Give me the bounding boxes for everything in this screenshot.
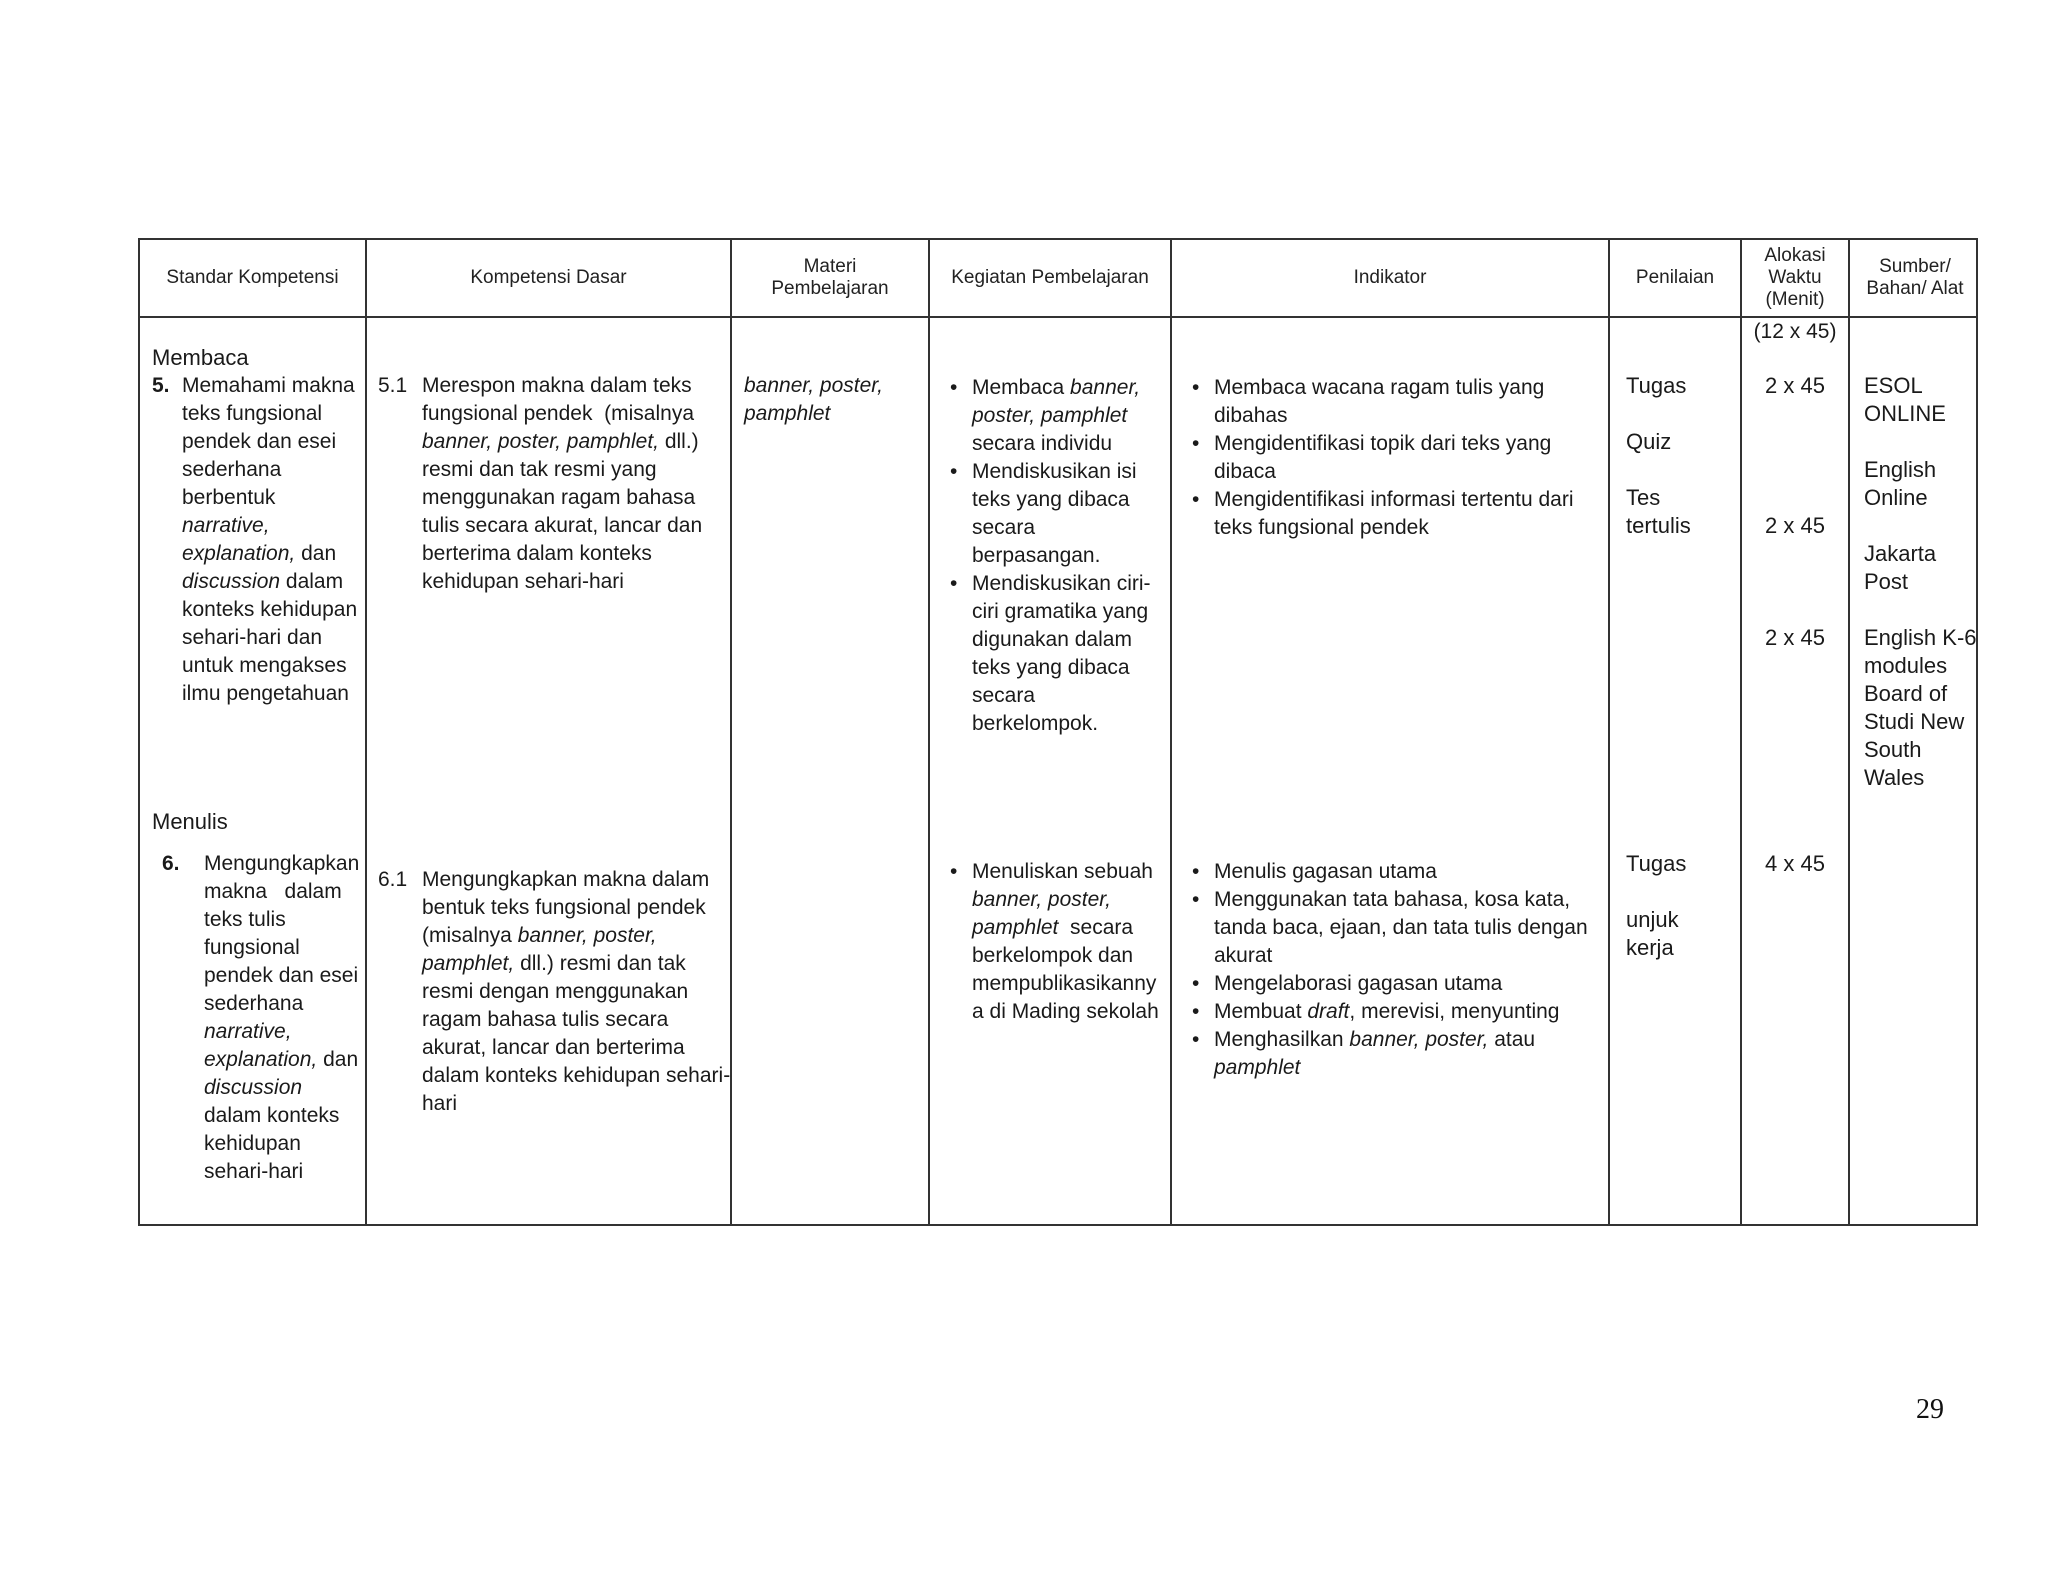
kegiatan-line: banner, <box>1070 376 1141 399</box>
indikator-item <box>1190 486 1600 542</box>
sk-line: teks fungsional <box>182 402 323 425</box>
header-text: Waktu <box>1768 267 1822 288</box>
sk-line: Mengungkapkan <box>204 852 360 875</box>
alokasi-item: 4 x 45 <box>1765 851 1825 876</box>
kegiatan-line: teks yang dibaca <box>972 488 1130 511</box>
kd-line: (misalnya <box>422 924 518 947</box>
syllabus-table <box>138 238 1978 1226</box>
alokasi-menulis <box>1742 850 1848 878</box>
indikator-line: draft <box>1307 1000 1350 1023</box>
kd-menulis <box>378 866 731 1118</box>
section-title-membaca <box>152 344 249 372</box>
indikator-item <box>1190 998 1600 1026</box>
penilaian-item: Tes <box>1626 485 1661 510</box>
sk-line: ilmu pengetahuan <box>182 682 349 705</box>
sumber-line: Board of <box>1864 681 1948 706</box>
alokasi-item: 2 x 45 <box>1765 373 1825 398</box>
kd-line: akurat, lancar dan berterima <box>422 1036 685 1059</box>
header-text: Bahan/ Alat <box>1866 278 1964 299</box>
sk-line: pendek dan esei <box>204 964 359 987</box>
sumber-line: modules <box>1864 653 1948 678</box>
sk-menulis <box>162 850 362 1186</box>
column-divider <box>1608 240 1610 1224</box>
indikator-line: banner, poster, <box>1349 1028 1489 1051</box>
header-text: Kompetensi Dasar <box>470 267 627 288</box>
kegiatan-line: secara individu <box>972 432 1113 455</box>
bullet-icon: • <box>1192 376 1200 399</box>
bullet-icon: • <box>1192 860 1200 883</box>
kegiatan-menulis <box>948 858 1168 1026</box>
sumber-line: ONLINE <box>1864 401 1946 426</box>
kegiatan-line: poster, pamphlet <box>972 404 1128 427</box>
materi-line: pamphlet <box>744 402 831 425</box>
header-divider <box>140 316 1976 318</box>
sk-line: konteks kehidupan <box>182 598 358 621</box>
penilaian-menulis <box>1626 850 1686 962</box>
indikator-line: atau <box>1488 1028 1536 1051</box>
sk-line: narrative, <box>182 514 270 537</box>
indikator-item <box>1190 1026 1600 1082</box>
sumber-line: English K-6 <box>1864 625 1977 650</box>
column-divider <box>928 240 930 1224</box>
indikator-line: dibaca <box>1214 460 1276 483</box>
bullet-icon: • <box>1192 888 1200 911</box>
header-materi <box>732 240 928 316</box>
sumber-line: Post <box>1864 569 1909 594</box>
penilaian-item: Tugas <box>1626 373 1687 398</box>
sk-number: 6. <box>162 852 180 875</box>
bullet-icon: • <box>1192 1000 1200 1023</box>
sk-line: sehari-hari <box>204 1160 304 1183</box>
header-text: Materi <box>803 256 857 277</box>
sk-line: discussion <box>182 570 281 593</box>
sumber-line: Wales <box>1864 765 1925 790</box>
kegiatan-item <box>948 374 1168 458</box>
header-text: Pembelajaran <box>771 278 889 299</box>
sk-line: dan <box>295 542 337 565</box>
column-divider <box>1170 240 1172 1224</box>
indikator-item <box>1190 430 1600 486</box>
sk-line: sederhana <box>204 992 304 1015</box>
kegiatan-item <box>948 858 1168 1026</box>
sk-line: discussion <box>204 1076 303 1099</box>
header-kegiatan <box>930 240 1170 316</box>
bullet-icon: • <box>1192 488 1200 511</box>
kd-line: pamphlet, <box>422 952 515 975</box>
sumber-line: Online <box>1864 485 1928 510</box>
sk-line: dalam <box>280 570 344 593</box>
kd-line: bentuk teks fungsional pendek <box>422 896 706 919</box>
kd-line: dll.) resmi dan tak <box>514 952 686 975</box>
indikator-item <box>1190 886 1600 970</box>
kegiatan-line: banner, poster, <box>972 888 1111 911</box>
kegiatan-line: pamphlet <box>972 916 1059 939</box>
kd-line: dll.) <box>659 430 699 453</box>
header-standar-kompetensi <box>140 240 365 316</box>
header-text: (Menit) <box>1765 289 1825 310</box>
kegiatan-line: digunakan dalam <box>972 628 1132 651</box>
kegiatan-line: mempublikasikanny <box>972 972 1157 995</box>
kd-line: dalam konteks kehidupan sehari- <box>422 1064 731 1087</box>
kegiatan-item <box>948 570 1168 738</box>
header-text: Kegiatan Pembelajaran <box>951 267 1149 288</box>
kegiatan-line: Mendiskusikan isi <box>972 460 1137 483</box>
kd-line: Merespon makna dalam teks <box>422 374 692 397</box>
kegiatan-line: Membaca <box>972 376 1071 399</box>
indikator-line: dibahas <box>1214 404 1288 427</box>
indikator-line: Membuat <box>1214 1000 1308 1023</box>
kegiatan-line: berkelompok dan <box>972 944 1134 967</box>
indikator-item <box>1190 374 1600 430</box>
kd-number: 6.1 <box>378 868 408 891</box>
header-indikator <box>1172 240 1608 316</box>
indikator-line: Mengelaborasi gagasan utama <box>1214 972 1503 995</box>
sumber-line: English <box>1864 457 1937 482</box>
sk-line: Memahami makna <box>182 374 355 397</box>
sk-line: untuk mengakses <box>182 654 347 677</box>
header-penilaian <box>1610 240 1740 316</box>
alokasi-total-text: (12 x 45) <box>1753 320 1837 343</box>
section-title-menulis <box>152 808 228 836</box>
column-divider <box>1848 240 1850 1224</box>
sumber-line: South <box>1864 737 1922 762</box>
sk-line: kehidupan <box>204 1132 301 1155</box>
indikator-line: tanda baca, ejaan, dan tata tulis dengan <box>1214 916 1588 939</box>
sk-line: sehari-hari dan <box>182 626 323 649</box>
indikator-membaca <box>1190 374 1600 542</box>
alokasi-item: 2 x 45 <box>1765 625 1825 650</box>
kegiatan-membaca <box>948 374 1168 738</box>
sk-line: explanation, <box>182 542 296 565</box>
kegiatan-line: Menuliskan sebuah <box>972 860 1153 883</box>
column-divider <box>365 240 367 1224</box>
sk-line: dalam konteks <box>204 1104 340 1127</box>
sk-line: fungsional <box>204 936 300 959</box>
indikator-item <box>1190 858 1600 886</box>
kegiatan-line: secara <box>972 516 1036 539</box>
kegiatan-item <box>948 458 1168 570</box>
kd-line: ragam bahasa tulis secara <box>422 1008 669 1031</box>
header-alokasi <box>1742 240 1848 316</box>
indikator-line: Mengidentifikasi topik dari teks yang <box>1214 432 1552 455</box>
kegiatan-line: berkelompok. <box>972 712 1099 735</box>
bullet-icon: • <box>950 860 958 883</box>
kd-line: Mengungkapkan makna dalam <box>422 868 710 891</box>
sk-line: explanation, <box>204 1048 318 1071</box>
sumber-line: Jakarta <box>1864 541 1937 566</box>
penilaian-membaca <box>1626 372 1691 540</box>
kd-line: fungsional pendek (misalnya <box>422 402 694 425</box>
kd-membaca <box>378 372 728 596</box>
indikator-line: Membaca wacana ragam tulis yang <box>1214 376 1545 399</box>
bullet-icon: • <box>950 376 958 399</box>
kegiatan-line: a di Mading sekolah <box>972 1000 1159 1023</box>
kd-line: resmi dengan menggunakan <box>422 980 689 1003</box>
sk-line: pendek dan esei <box>182 430 337 453</box>
kegiatan-line: teks yang dibaca <box>972 656 1130 679</box>
penilaian-item: unjuk <box>1626 907 1679 932</box>
penilaian-item: Tugas <box>1626 851 1687 876</box>
kd-line: menggunakan ragam bahasa <box>422 486 696 509</box>
indikator-line: Menghasilkan <box>1214 1028 1350 1051</box>
sk-line: berbentuk <box>182 486 276 509</box>
bullet-icon: • <box>1192 1028 1200 1051</box>
alokasi-item: 2 x 45 <box>1765 513 1825 538</box>
header-text: Alokasi <box>1764 245 1826 266</box>
sk-line: narrative, <box>204 1020 292 1043</box>
alokasi-total <box>1742 318 1848 346</box>
indikator-menulis <box>1190 858 1600 1082</box>
bullet-icon: • <box>1192 432 1200 455</box>
kegiatan-line: berpasangan. <box>972 544 1101 567</box>
sk-line: dan <box>317 1048 359 1071</box>
kd-line: berterima dalam konteks <box>422 542 652 565</box>
header-kompetensi-dasar <box>367 240 730 316</box>
header-text: Sumber/ <box>1879 256 1951 277</box>
indikator-line: teks fungsional pendek <box>1214 516 1429 539</box>
sk-number: 5. <box>152 374 170 397</box>
kd-line: kehidupan sehari-hari <box>422 570 624 593</box>
indikator-item <box>1190 970 1600 998</box>
indikator-line: pamphlet <box>1214 1056 1301 1079</box>
section-title-text: Membaca <box>152 345 249 370</box>
kd-line: resmi dan tak resmi yang <box>422 458 657 481</box>
bullet-icon: • <box>950 460 958 483</box>
kd-line: banner, poster, pamphlet, <box>422 430 659 453</box>
kd-line: hari <box>422 1092 458 1115</box>
bullet-icon: • <box>950 572 958 595</box>
kd-line: banner, poster, <box>517 924 657 947</box>
bullet-icon: • <box>1192 972 1200 995</box>
kd-line: tulis secara akurat, lancar dan <box>422 514 703 537</box>
sumber-line: Studi New <box>1864 709 1965 734</box>
penilaian-item: Quiz <box>1626 429 1672 454</box>
penilaian-item: tertulis <box>1626 513 1691 538</box>
kegiatan-line: ciri gramatika yang <box>972 600 1149 623</box>
materi-line: banner, poster, <box>744 374 883 397</box>
header-text: Indikator <box>1353 267 1427 288</box>
kegiatan-line: secara <box>972 684 1036 707</box>
kegiatan-line: secara <box>1058 916 1134 939</box>
sk-line: sederhana <box>182 458 282 481</box>
sumber-line: ESOL <box>1864 373 1923 398</box>
indikator-line: , merevisi, menyunting <box>1349 1000 1560 1023</box>
indikator-line: Menulis gagasan utama <box>1214 860 1437 883</box>
header-text: Penilaian <box>1635 267 1715 288</box>
section-title-text: Menulis <box>152 809 228 834</box>
indikator-line: Menggunakan tata bahasa, kosa kata, <box>1214 888 1571 911</box>
header-sumber <box>1850 240 1980 316</box>
header-text: Standar Kompetensi <box>166 267 339 288</box>
kegiatan-line: Mendiskusikan ciri- <box>972 572 1151 595</box>
sk-line: teks tulis <box>204 908 286 931</box>
column-divider <box>730 240 732 1224</box>
alokasi-membaca <box>1742 372 1848 652</box>
indikator-line: akurat <box>1214 944 1273 967</box>
sk-membaca <box>152 372 362 708</box>
materi-membaca <box>744 372 924 428</box>
penilaian-item: kerja <box>1626 935 1674 960</box>
sumber-membaca <box>1864 372 1978 792</box>
indikator-line: Mengidentifikasi informasi tertentu dari <box>1214 488 1574 511</box>
kd-number: 5.1 <box>378 374 408 397</box>
sk-line: makna dalam <box>204 880 342 903</box>
page-number: 29 <box>1916 1394 1944 1425</box>
